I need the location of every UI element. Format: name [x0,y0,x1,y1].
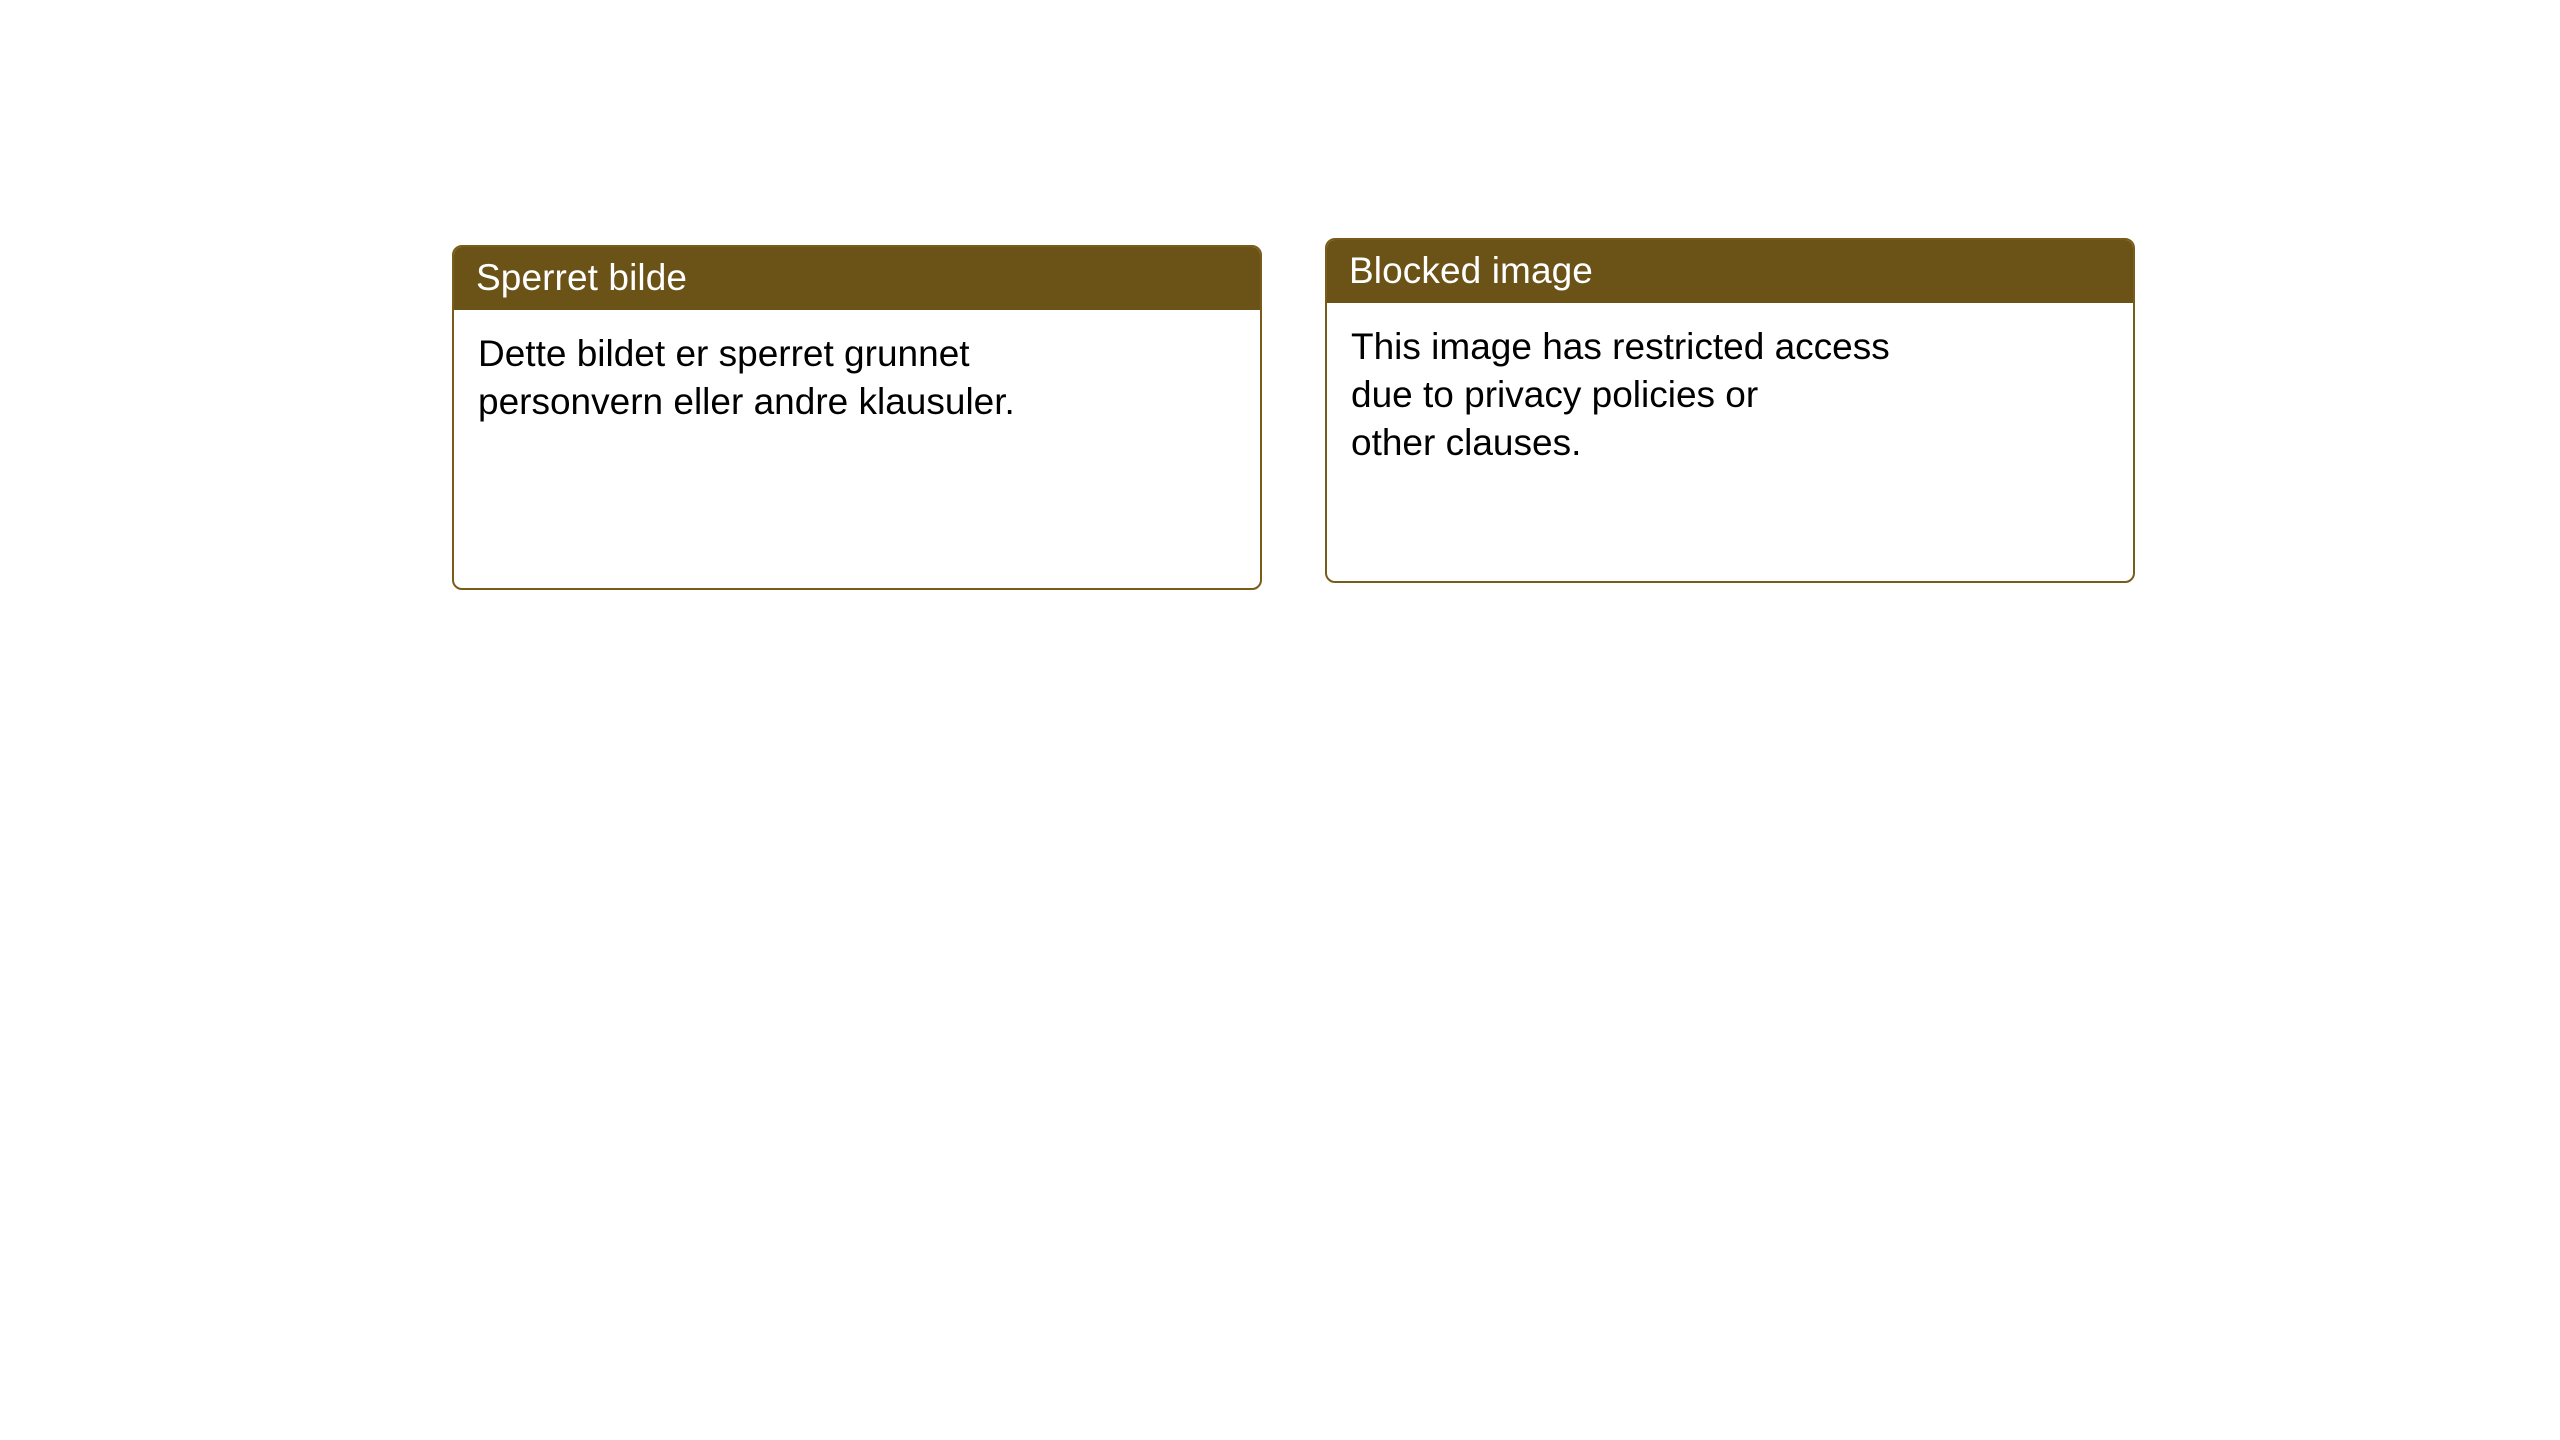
panel-body-no [454,310,1260,448]
panel-body-en [1327,303,2133,489]
panel-title-en: Blocked image [1327,240,2133,303]
panel-body-line: other clauses. [1351,422,1582,464]
panel-body-line: Dette bildet er sperret grunnet [478,333,970,374]
panel-title-no: Sperret bilde [454,247,1260,310]
blocked-image-notice-no [452,245,1262,590]
blocked-image-notice-en [1325,238,2135,583]
panel-body-line: This image has restricted access [1351,326,1890,367]
panel-body-line: due to privacy policies or [1351,374,1759,416]
panel-body-line: personvern eller andre klausuler. [478,381,1015,423]
